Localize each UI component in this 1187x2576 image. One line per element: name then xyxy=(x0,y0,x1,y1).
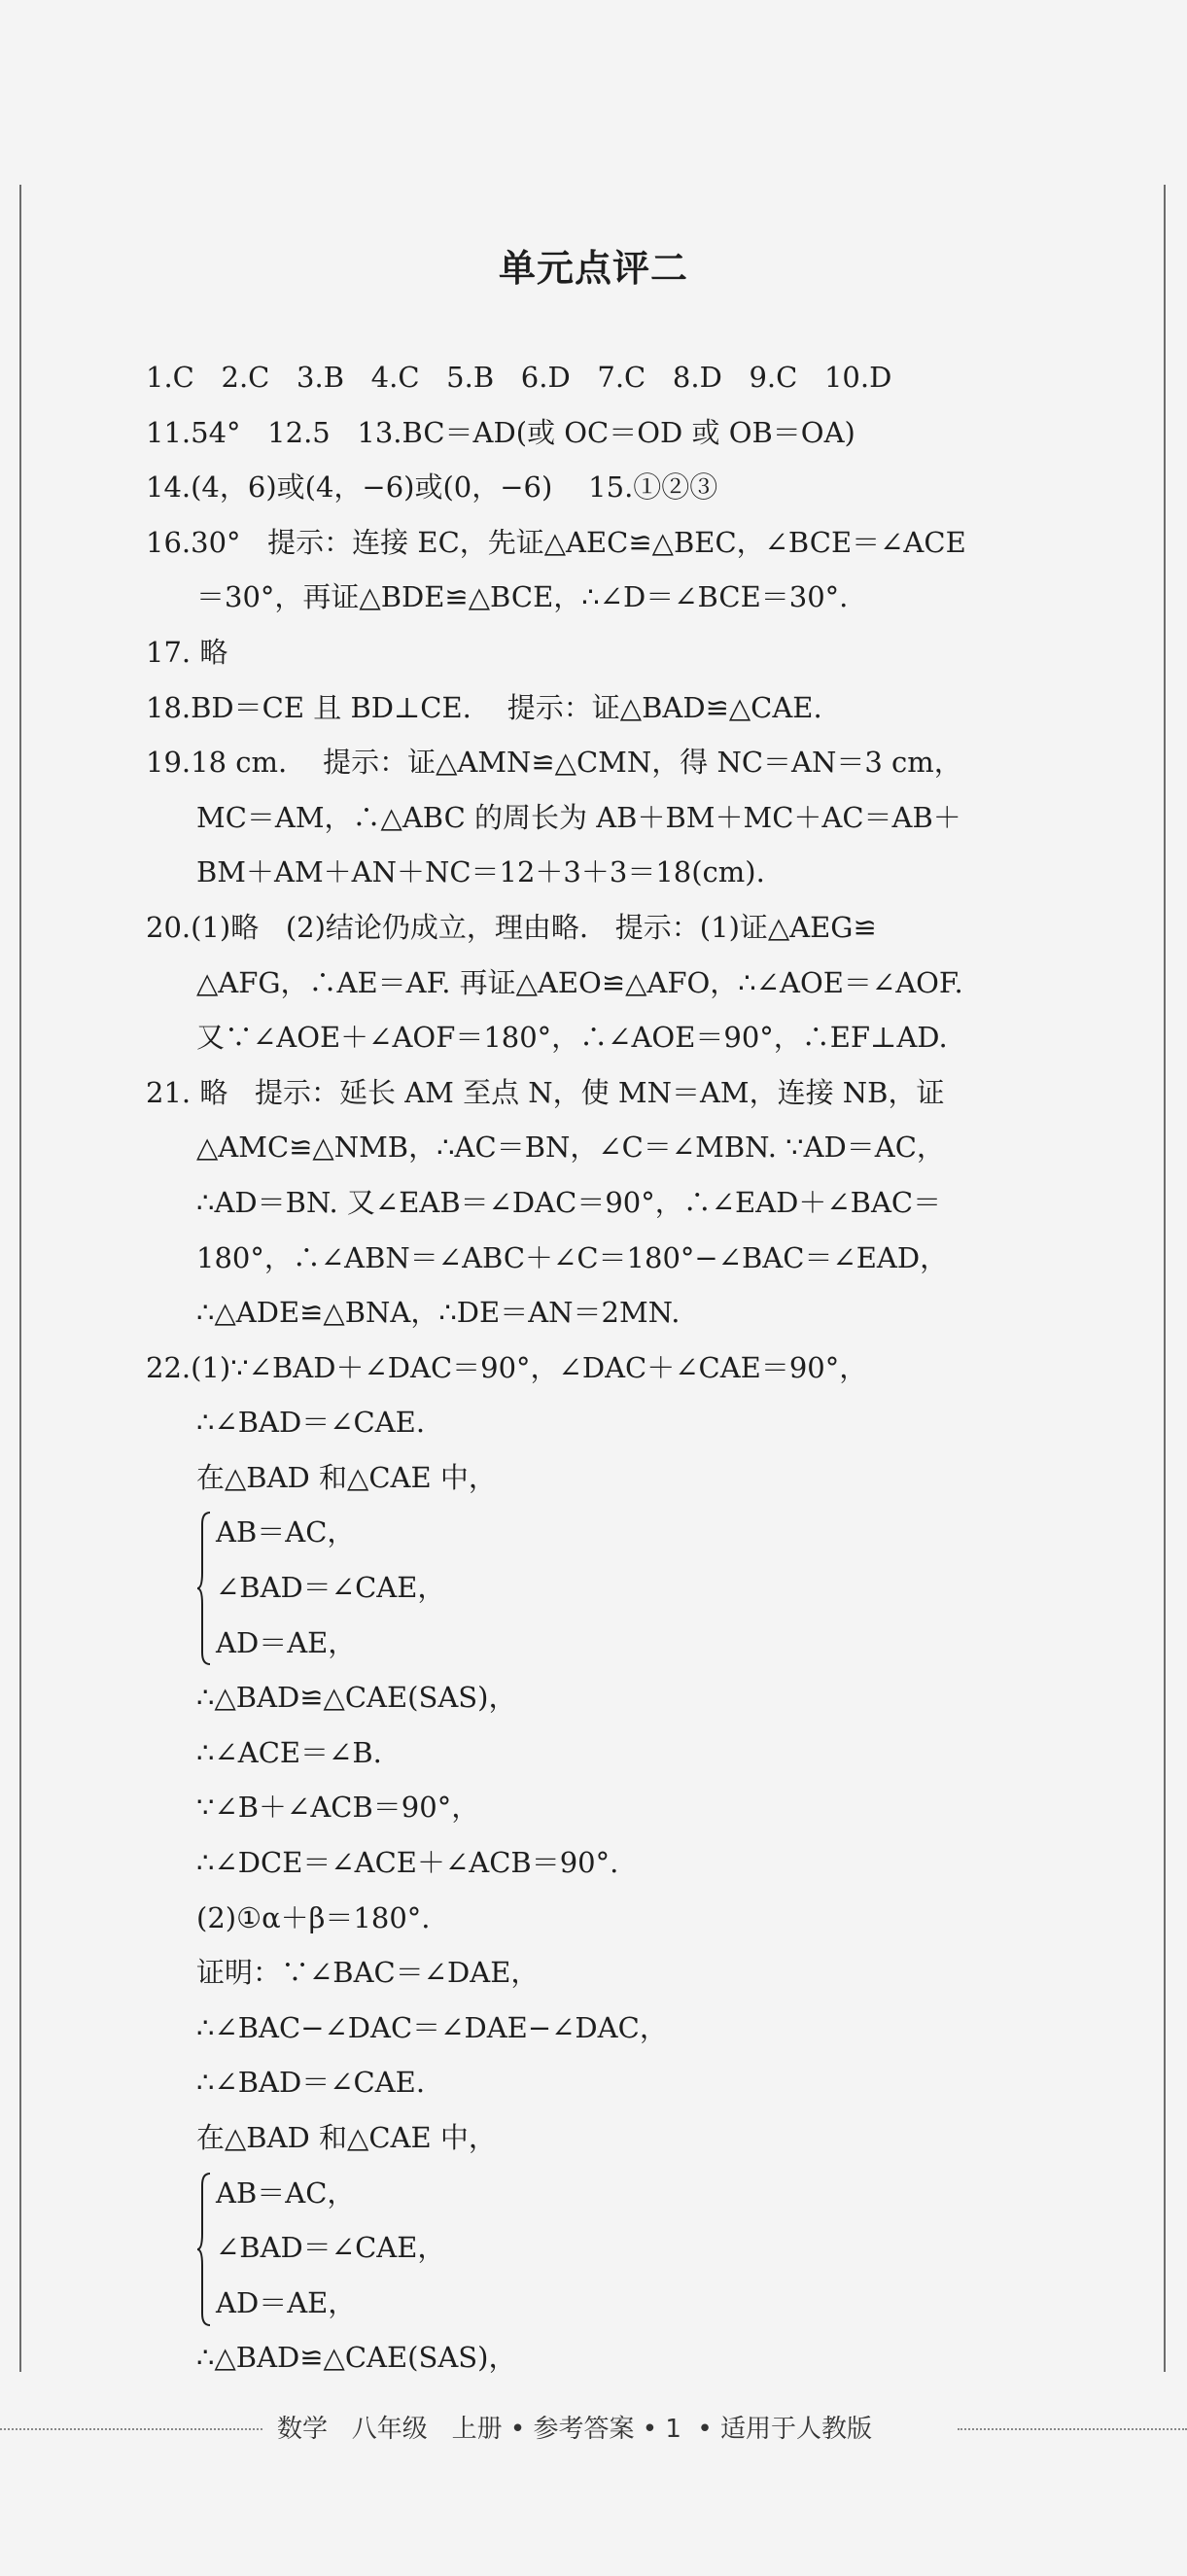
answer-line: 180°，∴∠ABN＝∠ABC＋∠C＝180°−∠BAC＝∠EAD， xyxy=(196,1240,949,1274)
answer-line: (2)①α＋β＝180°. xyxy=(196,1900,431,1934)
left-brace-icon xyxy=(196,1511,212,1666)
answer-line: 20.(1)略 (2)结论仍成立，理由略. 提示：(1)证△AEG≌ xyxy=(146,910,877,944)
answer-line: ＝30°，再证△BDE≌△BCE，∴∠D＝∠BCE＝30°. xyxy=(196,580,849,614)
footer-dotted-rule-left xyxy=(0,2428,262,2430)
answer-line: ∵∠B＋∠ACB＝90°， xyxy=(196,1791,480,1825)
answer-line: 21. 略 提示：延长 AM 至点 N，使 MN＝AM，连接 NB，证 xyxy=(146,1075,945,1109)
left-margin-rule xyxy=(19,185,21,2372)
answer-line: 17. 略 xyxy=(146,635,228,669)
answer-line: △AFG，∴AE＝AF. 再证△AEO≌△AFO，∴∠AOE＝∠AOF. xyxy=(196,965,963,999)
left-brace-icon xyxy=(196,2172,212,2327)
answer-line: ∴∠ACE＝∠B. xyxy=(196,1735,382,1769)
section-title: 单元点评二 xyxy=(498,247,688,290)
equation-system xyxy=(146,1505,1108,1670)
system-equation: ∠BAD＝∠CAE， xyxy=(216,2231,446,2265)
answer-line: △AMC≌△NMB，∴AC＝BN，∠C＝∠MBN. ∵AD＝AC， xyxy=(196,1131,945,1165)
system-equation: AD＝AE， xyxy=(216,1625,357,1659)
answer-content xyxy=(146,350,1108,2385)
answer-line: ∴△BAD≌△CAE(SAS)， xyxy=(196,1681,517,1715)
right-margin-rule xyxy=(1164,185,1166,2372)
system-equation: ∠BAD＝∠CAE， xyxy=(216,1571,446,1605)
answer-line: 11.54° 12.5 13.BC＝AD(或 OC＝OD 或 OB＝OA) xyxy=(146,415,855,449)
answer-line: 22.(1)∵∠BAD＋∠DAC＝90°，∠DAC＋∠CAE＝90°， xyxy=(146,1350,868,1384)
system-equation: AB＝AC， xyxy=(216,2176,356,2210)
page-footer xyxy=(0,2409,1187,2448)
system-equation: AD＝AE， xyxy=(216,2285,357,2319)
answer-line: 14.(4，6)或(4，−6)或(0，−6) 15.①②③ xyxy=(146,470,718,505)
answer-line: MC＝AM，∴△ABC 的周长为 AB＋BM＋MC＋AC＝AB＋ xyxy=(196,800,961,834)
answer-line: ∴△ADE≌△BNA，∴DE＝AN＝2MN. xyxy=(196,1296,681,1330)
answer-line: ∴∠BAC−∠DAC＝∠DAE−∠DAC， xyxy=(196,2010,668,2044)
answer-line: BM＋AM＋AN＋NC＝12＋3＋3＝18(cm). xyxy=(196,855,765,889)
answer-line: 18.BD＝CE 且 BD⊥CE. 提示：证△BAD≌△CAE. xyxy=(146,690,822,724)
system-equation: AB＝AC， xyxy=(216,1515,356,1549)
answer-line: ∴∠BAD＝∠CAE. xyxy=(196,1406,426,1440)
answer-line: ∴△BAD≌△CAE(SAS)， xyxy=(196,2341,517,2375)
answer-line: 16.30° 提示：连接 EC，先证△AEC≌△BEC，∠BCE＝∠ACE xyxy=(146,525,966,559)
footer-dotted-rule-right xyxy=(958,2428,1187,2430)
answer-line: ∴∠DCE＝∠ACE＋∠ACB＝90°. xyxy=(196,1846,619,1880)
answer-line: 证明：∵∠BAC＝∠DAE， xyxy=(196,1956,540,1990)
answer-line: ∴AD＝BN. 又∠EAB＝∠DAC＝90°，∴∠EAD＋∠BAC＝ xyxy=(196,1185,942,1219)
answer-line: 1.C 2.C 3.B 4.C 5.B 6.D 7.C 8.D 9.C 10.D xyxy=(146,361,892,394)
answer-line: 19.18 cm. 提示：证△AMN≌△CMN，得 NC＝AN＝3 cm， xyxy=(146,746,962,780)
answer-line: 又∵∠AOE＋∠AOF＝180°，∴∠AOE＝90°，∴EF⊥AD. xyxy=(196,1021,948,1055)
answer-line: 在△BAD 和△CAE 中， xyxy=(196,1460,497,1494)
footer-text: 数学 八年级 上册 • 参考答案 • 1 • 适用于人教版 xyxy=(277,2415,872,2444)
equation-system xyxy=(146,2166,1108,2331)
answer-line: ∴∠BAD＝∠CAE. xyxy=(196,2066,426,2100)
answer-line: 在△BAD 和△CAE 中， xyxy=(196,2121,497,2154)
